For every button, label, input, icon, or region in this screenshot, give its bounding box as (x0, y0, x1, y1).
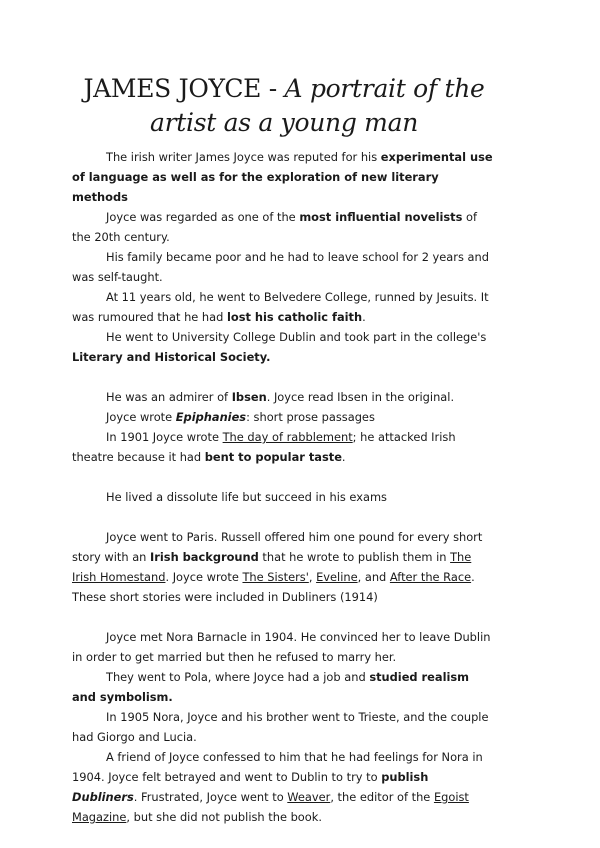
paragraph-paris: Joyce went to Paris. Russell offered him one pound for every short story with an Irish background that he wrote to publish them in The Irish Homestand. Joyce wrote The Sisters', Eveline, and After the Race. These short stories were included in Dubliners (1914) (72, 530, 483, 604)
paragraph-trieste: In 1905 Nora, Joyce and his brother went to Trieste, and the couple had Giorgo and Lucia. (72, 710, 489, 744)
paragraph-experimental: The irish writer James Joyce was reputed for his experimental use of language as well as for the exploration of new literary methods (72, 150, 493, 204)
paragraph-dubliners: A friend of Joyce confessed to him that he had feelings for Nora in 1904. Joyce felt betrayed and went to Dublin to try to publish Dubliners. Frustrated, Joyce went to Weaver, the editor of the Egoist Magazine, but she did not publish the book. (72, 750, 483, 824)
page-title (72, 0, 496, 140)
paragraph-epiphanies: Joyce wrote Epiphanies: short prose passages (106, 410, 375, 424)
paragraph-belvedere: At 11 years old, he went to Belvedere College, runned by Jesuits. It was rumoured that he had lost his catholic faith. (72, 290, 489, 324)
paragraph-university: He went to University College Dublin and took part in the college's Literary and Historical Society. (72, 330, 487, 364)
paragraph-gap (72, 367, 496, 387)
title-work-line2: artist as a young man (150, 108, 418, 137)
title-author: JAMES JOYCE - (83, 74, 285, 103)
paragraph-gap (72, 607, 496, 627)
document-body (72, 147, 496, 827)
paragraph-pola: They went to Pola, where Joyce had a job and studied realism and symbolism. (72, 670, 470, 704)
paragraph-dissolute: He lived a dissolute life but succeed in his exams (106, 490, 387, 504)
title-work-line1: A portrait of the (284, 74, 485, 103)
paragraph-nora: Joyce met Nora Barnacle in 1904. He convinced her to leave Dublin in order to get married but then he refused to marry her. (72, 630, 491, 664)
paragraph-ibsen: He was an admirer of Ibsen. Joyce read Ibsen in the original. (106, 390, 455, 404)
paragraph-gap (72, 507, 496, 527)
paragraph-rabblement: In 1901 Joyce wrote The day of rabblement; he attacked Irish theatre because it had bent to popular taste. (72, 430, 456, 464)
paragraph-family: His family became poor and he had to leave school for 2 years and was self-taught. (72, 250, 489, 284)
paragraph-influential: Joyce was regarded as one of the most influential novelists of the 20th century. (72, 210, 478, 244)
paragraph-gap (72, 467, 496, 487)
